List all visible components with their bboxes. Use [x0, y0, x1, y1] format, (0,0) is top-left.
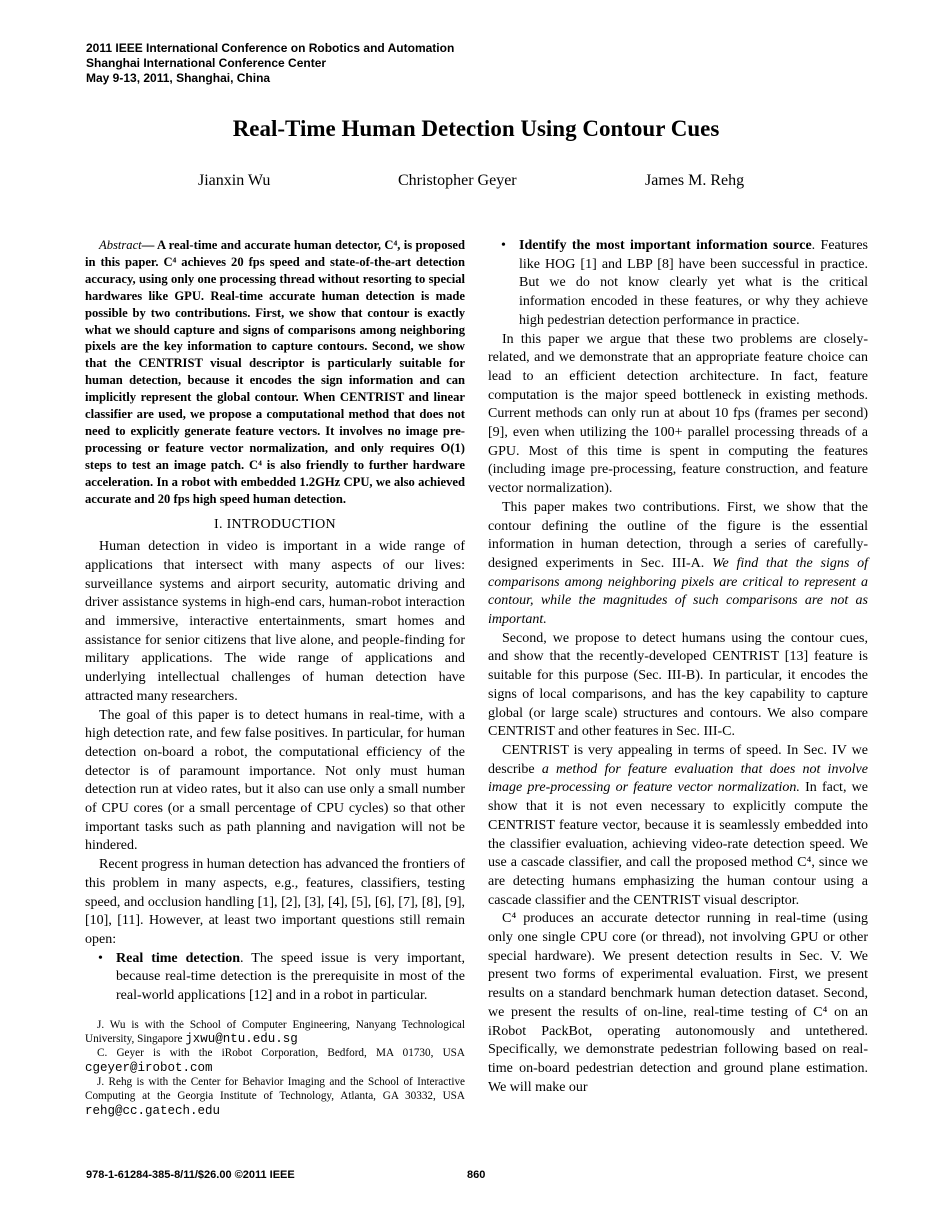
bullet-title: Identify the most important information source [519, 238, 812, 253]
footnote-rehg [85, 1075, 465, 1118]
footnote-text: C. Geyer is with the iRobot Corporation, Bedford, MA 01730, USA [97, 1047, 465, 1060]
abstract: Abstract— A real-time and accurate human detector, C⁴, is proposed in this paper. C⁴ achieves 20 fps speed and state-of-the-art detection accuracy, using only one processing thread without resorting to special hardwares like GPU. Real-time accurate human detection is made possible by two contributions. First, we show that contour is exactly what we should capture and signs of comparisons among neighboring pixels are the key information to capture contours. Second, we show that the CENTRIST visual descriptor is particularly suitable for human detection, because it encodes the sign information and can implicitly represent the global contour. When CENTRIST and linear classifier are used, we propose a computational method that does not need to explicitly generate feature vectors. It involves no image pre-processing or feature vector normalization, and only requires O(1) steps to test an image patch. C⁴ is also friendly to further hardware acceleration. In a robot with embedded 1.2GHz CPU, we also achieved accurate and 20 fps high speed human detection. [85, 238, 465, 506]
body-paragraph-1: In this paper we argue that these two problems are closely-related, and we demonstrate that an appropriate feature choice can lead to an efficient detection architecture. In fact, feature computation is the major speed bottleneck in existing methods. Current methods can only run at about 10 fps (frames per second) [9], even when utilizing the 100+ parallel processing threads of a GPU. Most of this time is spent in computing the features (including image pre-processing, feature construction, and feature vector normalization). [488, 331, 868, 497]
bullet-text: . The speed issue is very important, because real-time detection is the prerequisite in most of the real-world applications [12] and in a robot in particular. [116, 950, 465, 1004]
body-paragraph-5: C⁴ produces an accurate detector running in real-time (using only one single CPU core (or thread), not involving GPU or other special hardware). We present detection results in Sec. V. We present two forms of experimental evaluation. First, we present results on a standard benchmark human detection dataset. Second, we present the results of on-line, real-time testing of C⁴ on an iRobot PackBot, operating autonomously and untethered. Specifically, we demonstrate pedestrian following based on real-time on-board pedestrian detection and ground plane estimation. We will make our [488, 911, 868, 1095]
body-paragraph-4 [488, 742, 868, 910]
open-questions-list [85, 950, 465, 1006]
bullet-icon: • [501, 238, 506, 253]
bullet-icon: • [98, 950, 103, 966]
author-3: James M. Rehg [645, 172, 745, 189]
page-number: 860 [467, 1169, 486, 1181]
email-link[interactable]: cgeyer@irobot.com [85, 1060, 213, 1075]
conference-header [86, 41, 454, 86]
abstract-label: Abstract [99, 238, 142, 252]
section-heading-introduction: I. INTRODUCTION [214, 516, 336, 532]
list-item [98, 950, 465, 1006]
paragraph-emphasis: We find that the signs of comparisons among neighboring pixels are critical to represent a contour, while the magnitudes of such comparisons are not as important. [488, 555, 868, 628]
right-column [488, 237, 868, 1097]
footnote-text: J. Wu is with the School of Computer Engineering, Nanyang Technological University, Singapore [85, 1018, 465, 1046]
left-column [85, 237, 465, 1118]
paragraph-text: This paper makes two contributions. First, we show that the contour defining the outline of the figure is the essential information in human detection, through a series of carefully-designed experiments in Sec. III-A. [488, 499, 868, 571]
email-link[interactable]: jxwu@ntu.edu.sg [185, 1032, 298, 1047]
bullet-title: Real time detection [116, 950, 241, 966]
paragraph-text: CENTRIST is very appealing in terms of speed. In Sec. IV we describe [488, 742, 868, 777]
intro-paragraph-2: The goal of this paper is to detect humans in real-time, with a high detection rate, and few false positives. In particular, for human detection on-board a robot, the computational efficiency of the detector is of paramount importance. Not only must human detection run at video rates, but it also can use only a small number of CPU cores (or a small percentage of CPU cycles) so that other important tasks such as path planning and navigation will not be hindered. [85, 707, 465, 854]
intro-paragraph-1: Human detection in video is important in a wide range of applications that intersect with many aspects of our lives: surveillance systems and airport security, automatic driving and driver assistance systems in high-end cars, human-robot interaction and immersive, interactive entertainments, smart homes and assistance for senior citizens that live alone, and people-finding for military applications. The wide range of applications and underlying intellectual challenges of human detection have attracted many researchers. [85, 539, 465, 704]
footnote-geyer [85, 1046, 465, 1075]
footnote-text: J. Rehg is with the Center for Behavior Imaging and the School of Interactive Computing at the Georgia Institute of Technology, Atlanta, GA 30332, USA [85, 1075, 465, 1103]
body-paragraph-3: Second, we propose to detect humans using the contour cues, and show that the recently-developed CENTRIST [13] feature is suitable for this purpose (Sec. III-B). In particular, it encodes the signs of local comparisons, and has the key capability to capture global (or large scale) structures and contours. We also compare CENTRIST and other features in Sec. III-C. [488, 630, 868, 740]
paper-title: Real-Time Human Detection Using Contour Cues [232, 116, 720, 141]
bullet-text: . Features like HOG [1] and LBP [8] have been successful in practice. But we do not know clearly yet what is the critical information encoded in these features, or why they achieve high pedestrian detection performance in practice. [519, 238, 868, 328]
footnote-wu [85, 1018, 465, 1047]
footnotes [85, 1018, 465, 1118]
author-2: Christopher Geyer [398, 172, 517, 189]
conference-date: May 9-13, 2011, Shanghai, China [86, 71, 271, 85]
paragraph-text: In fact, we show that it is not even necessary to explicitly compute the CENTRIST feature vector, because it is seamlessly embedded into the classifier evaluation, achieving video-rate detection speed. We use a cascade classifier, and call the proposed method C⁴, since we are detecting humans emphasizing the human contour using a cascade classifier and the CENTRIST visual descriptor. [488, 780, 868, 908]
conference-venue: Shanghai International Conference Center [86, 56, 327, 70]
author-1: Jianxin Wu [198, 172, 271, 189]
email-link[interactable]: rehg@cc.gatech.edu [85, 1103, 221, 1118]
copyright-line: 978-1-61284-385-8/11/$26.00 ©2011 IEEE [86, 1169, 295, 1181]
list-item [501, 237, 868, 331]
body-paragraph-2 [488, 499, 868, 630]
abstract-text: A real-time and accurate human detector, C⁴, is proposed in this paper. C⁴ achieves 20 fps speed and state-of-the-art detection accuracy, using only one processing thread without resorting to special hardwares like GPU. Real-time accurate human detection is made possible by two contributions. First, we show that contour is exactly what we should capture and signs of comparisons among neighboring pixels are the key information to capture contours. Second, we show that the CENTRIST visual descriptor is particularly suitable for human detection, because it encodes the sign information and can implicitly represent the global contour. When CENTRIST and linear classifier are used, we propose a computational method that does not need to explicitly generate feature vectors. It involves no image pre-processing or feature vector normalization, and only requires O(1) steps to test an image patch. C⁴ is also friendly to further hardware acceleration. In a robot with embedded 1.2GHz CPU, we also achieved accurate and 20 fps high speed human detection. [85, 238, 465, 506]
conference-name: 2011 IEEE International Conference on Robotics and Automation [86, 41, 455, 55]
intro-paragraph-3: Recent progress in human detection has advanced the frontiers of this problem in many aspects, e.g., features, classifiers, testing speed, and occlusion handling [1], [2], [3], [4], [5], [6], [7], [8], [9], [10], [11]. However, at least two important questions still remain open: [85, 857, 465, 947]
paragraph-emphasis: a method for feature evaluation that does not involve image pre-processing or feature vector normalization. [488, 761, 868, 796]
open-questions-list-continued [488, 237, 868, 331]
